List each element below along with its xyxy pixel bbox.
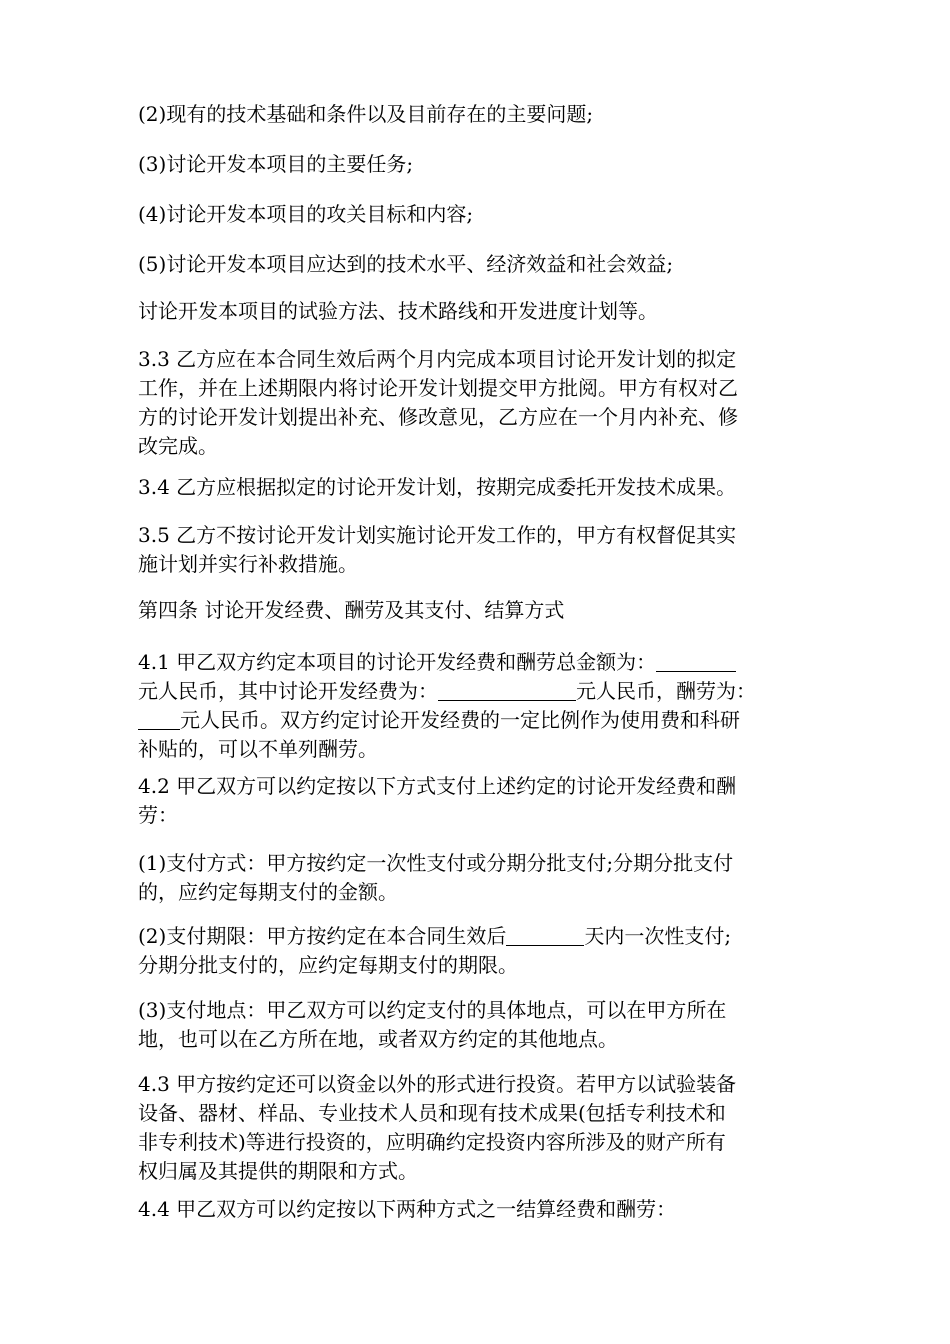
clause-item-5 [138,250,814,279]
text-line: 4.4 甲乙双方可以约定按以下两种方式之一结算经费和酬劳： [138,1197,677,1221]
text-line: (3)支付地点：甲乙双方可以约定支付的具体地点，可以在甲方所在 [138,998,727,1022]
text-segment: 天内一次性支付; [584,924,732,948]
text-line: (3)讨论开发本项目的主要任务; [138,152,414,176]
text-line: 讨论开发本项目的试验方法、技术路线和开发进度计划等。 [138,299,658,323]
text-line: 补贴的，可以不单列酬劳。 [138,737,378,761]
text-line: (5)讨论开发本项目应达到的技术水平、经济效益和社会效益; [138,252,674,276]
text-line: 非专利技术)等进行投资的，应明确约定投资内容所涉及的财产所有 [138,1130,726,1154]
text-line: 第四条 讨论开发经费、酬劳及其支付、结算方式 [138,598,565,622]
clause-4-4 [138,1195,814,1224]
clause-4-1 [138,648,814,764]
blank-days [506,923,584,946]
clause-3-3 [138,345,814,461]
clause-item-3 [138,150,814,179]
text-segment: 元人民币，其中讨论开发经费为： [138,679,438,703]
text-line: (1)支付方式：甲方按约定一次性支付或分期分批支付;分期分批支付 [138,851,734,875]
blank-total-amount [656,649,736,672]
text-line: 3.3 乙方应在本合同生效后两个月内完成本项目讨论开发计划的拟定 [138,347,737,371]
text-segment: 元人民币。双方约定讨论开发经费的一定比例作为使用费和科研 [180,708,740,732]
text-line: 劳： [138,803,178,827]
payment-deadline [138,922,814,980]
text-line: (4)讨论开发本项目的攻关目标和内容; [138,202,474,226]
text-line [138,922,814,951]
clause-4-2 [138,772,814,830]
article-4-heading [138,596,814,625]
clause-test-methods [138,297,814,326]
text-line: 改完成。 [138,434,218,458]
text-segment: 元人民币，酬劳为： [576,679,756,703]
text-line: 方的讨论开发计划提出补充、修改意见，乙方应在一个月内补充、修 [138,405,738,429]
text-line: 设备、器材、样品、专业技术人员和现有技术成果(包括专利技术和 [138,1101,726,1125]
text-line: 3.5 乙方不按讨论开发计划实施讨论开发工作的，甲方有权督促其实 [138,523,737,547]
blank-dev-funds [438,678,576,701]
clause-3-5 [138,521,814,579]
text-line: 权归属及其提供的期限和方式。 [138,1159,418,1183]
payment-location [138,996,814,1054]
payment-method [138,849,814,907]
text-line [138,648,814,677]
text-line: 地，也可以在乙方所在地，或者双方约定的其他地点。 [138,1027,618,1051]
blank-remuneration [138,707,180,730]
text-line: 4.2 甲乙双方可以约定按以下方式支付上述约定的讨论开发经费和酬 [138,774,737,798]
clause-item-4 [138,200,814,229]
clause-3-4 [138,473,814,502]
text-line: 分期分批支付的，应约定每期支付的期限。 [138,953,518,977]
text-line [138,706,814,735]
text-line [138,677,814,706]
text-segment: 4.1 甲乙双方约定本项目的讨论开发经费和酬劳总金额为： [138,650,657,674]
text-line: 施计划并实行补救措施。 [138,552,358,576]
text-line: 4.3 甲方按约定还可以资金以外的形式进行投资。若甲方以试验装备 [138,1072,737,1096]
text-segment: (2)支付期限：甲方按约定在本合同生效后 [138,924,507,948]
text-line: 3.4 乙方应根据拟定的讨论开发计划，按期完成委托开发技术成果。 [138,475,737,499]
clause-item-2 [138,100,814,129]
text-line: (2)现有的技术基础和条件以及目前存在的主要问题; [138,102,594,126]
clause-4-3 [138,1070,814,1186]
text-line: 工作，并在上述期限内将讨论开发计划提交甲方批阅。甲方有权对乙 [138,376,738,400]
text-line: 的，应约定每期支付的金额。 [138,880,398,904]
